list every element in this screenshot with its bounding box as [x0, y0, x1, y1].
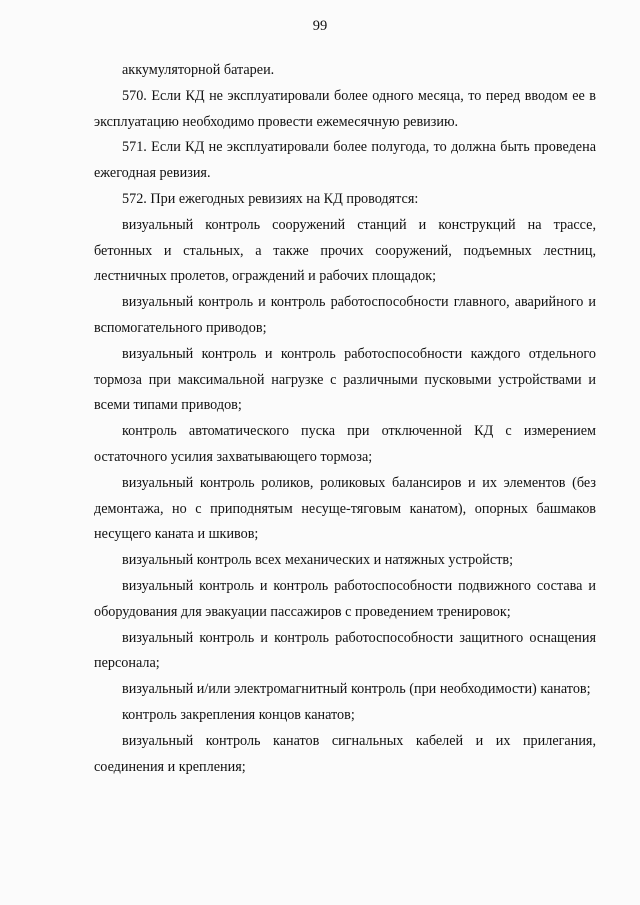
list-item-signal-cables: визуальный контроль канатов сигнальных кабелей и их прилегания, соединения и крепления;: [94, 732, 596, 775]
list-item-ropes-control: визуальный и/или электромагнитный контроль (при необходимости) канатов;: [122, 681, 591, 698]
list-item-protective-equipment: визуальный контроль и контроль работоспособности защитного оснащения персонала;: [94, 629, 596, 672]
paragraph-continuation: аккумуляторной батареи.: [122, 62, 275, 78]
paragraph-572: 572. При ежегодных ревизиях на КД проводятся:: [122, 190, 419, 207]
list-item-drives-inspection: визуальный контроль и контроль работоспособности главного, аварийного и вспомогательного приводов;: [94, 294, 596, 336]
list-item-rope-ends: контроль закрепления концов канатов;: [122, 706, 355, 723]
list-item-rolling-stock: визуальный контроль и контроль работоспособности подвижного состава и оборудования для эвакуации пассажиров с проведением тренировок;: [94, 577, 596, 620]
list-item-tension-devices: визуальный контроль всех механических и натяжных устройств;: [122, 552, 514, 569]
list-item-brakes-inspection: визуальный контроль и контроль работоспособности каждого отдельного тормоза при максимальной нагрузке с различными пусковыми устройствами и всеми типами приводов;: [94, 345, 596, 414]
list-item-structures-inspection: визуальный контроль сооружений станций и конструкций на трассе, бетонных и стальных, а также прочих сооружений, подъемных лестниц, лестничных пролетов, ограждений и рабочих площадок;: [94, 216, 596, 285]
paragraph-571: 571. Если КД не эксплуатировали более полугода, то должна быть проведена ежегодная ревизия.: [94, 139, 596, 182]
document-body: [94, 58, 596, 780]
page-number: 99: [312, 18, 328, 34]
list-item-rollers-inspection: визуальный контроль роликов, роликовых балансиров и их элементов (без демонтажа, но с приподнятым несуще-тяговым канатом), опорных башмаков несущего каната и шкивов;: [94, 474, 596, 543]
list-item-auto-start-control: контроль автоматического пуска при отключенной КД с измерением остаточного усилия захватывающего тормоза;: [94, 423, 596, 465]
paragraph-570: 570. Если КД не эксплуатировали более одного месяца, то перед вводом ее в эксплуатацию необходимо провести ежемесячную ревизию.: [94, 87, 596, 130]
